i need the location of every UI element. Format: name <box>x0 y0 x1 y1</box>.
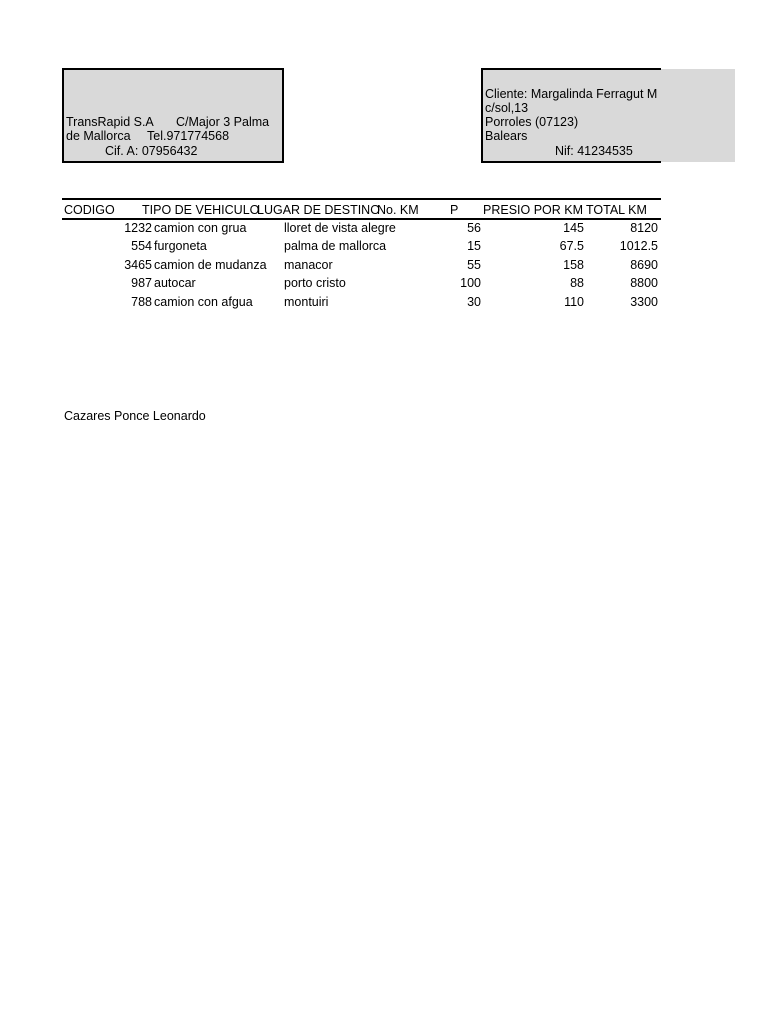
cell-km: 15 <box>467 239 481 253</box>
table-row <box>62 221 662 239</box>
cell-tipo: camion con grua <box>154 221 247 235</box>
cell-lugar: porto cristo <box>284 276 346 290</box>
company-city: de Mallorca <box>66 129 131 143</box>
table-row <box>62 276 662 294</box>
cell-total: 8800 <box>630 276 658 290</box>
cell-lugar: manacor <box>284 258 333 272</box>
header-lugar: LUGAR DE DESTINO <box>257 203 380 217</box>
cell-tipo: furgoneta <box>154 239 207 253</box>
header-p: P <box>450 203 459 217</box>
cell-codigo: 3465 <box>124 258 152 272</box>
client-nif: Nif: 41234535 <box>555 144 633 158</box>
cell-tipo: autocar <box>154 276 196 290</box>
cell-km: 100 <box>460 276 481 290</box>
cell-precio: 110 <box>564 295 584 309</box>
client-town: Porroles (07123) <box>485 115 579 129</box>
cell-codigo: 987 <box>131 276 152 290</box>
client-region: Balears <box>485 129 528 143</box>
cell-precio: 158 <box>563 258 584 272</box>
cell-lugar: palma de mallorca <box>284 239 387 253</box>
cell-precio: 67.5 <box>559 239 584 253</box>
table-header <box>62 198 661 220</box>
cell-precio: 145 <box>563 221 584 235</box>
cell-tipo: camion con afgua <box>154 295 253 309</box>
client-street: c/sol,13 <box>485 101 529 115</box>
table-row <box>62 239 662 257</box>
client-info-box <box>481 68 661 163</box>
company-info-box <box>62 68 284 163</box>
cell-codigo: 1232 <box>124 221 152 235</box>
cell-km: 56 <box>467 221 481 235</box>
header-km: No. KM <box>377 203 419 217</box>
cell-lugar: montuiri <box>284 295 329 309</box>
company-name: TransRapid S.A <box>66 115 154 129</box>
cell-total: 8690 <box>630 258 658 272</box>
cell-codigo: 554 <box>131 239 152 253</box>
client-name: Cliente: Margalinda Ferragut M <box>485 87 658 101</box>
cell-km: 55 <box>467 258 481 272</box>
cell-total: 8120 <box>630 221 658 235</box>
cell-codigo: 788 <box>131 295 152 309</box>
client-box-shading <box>661 69 735 162</box>
cell-tipo: camion de mudanza <box>154 258 267 272</box>
header-total: TOTAL KM <box>586 203 647 217</box>
company-cif: Cif. A: 07956432 <box>105 144 198 158</box>
cell-km: 30 <box>467 295 481 309</box>
header-tipo: TIPO DE VEHICULO <box>142 203 260 217</box>
cell-lugar: lloret de vista alegre <box>284 221 396 235</box>
cell-total: 1012.5 <box>619 239 658 253</box>
header-precio: PRESIO POR KM <box>483 203 584 217</box>
header-codigo: CODIGO <box>64 203 115 217</box>
company-phone: Tel.971774568 <box>147 129 230 143</box>
author-name: Cazares Ponce Leonardo <box>64 409 206 423</box>
cell-precio: 88 <box>570 276 584 290</box>
company-address: C/Major 3 Palma <box>176 115 270 129</box>
cell-total: 3300 <box>630 295 658 309</box>
table-row <box>62 295 662 313</box>
table-row <box>62 258 662 276</box>
